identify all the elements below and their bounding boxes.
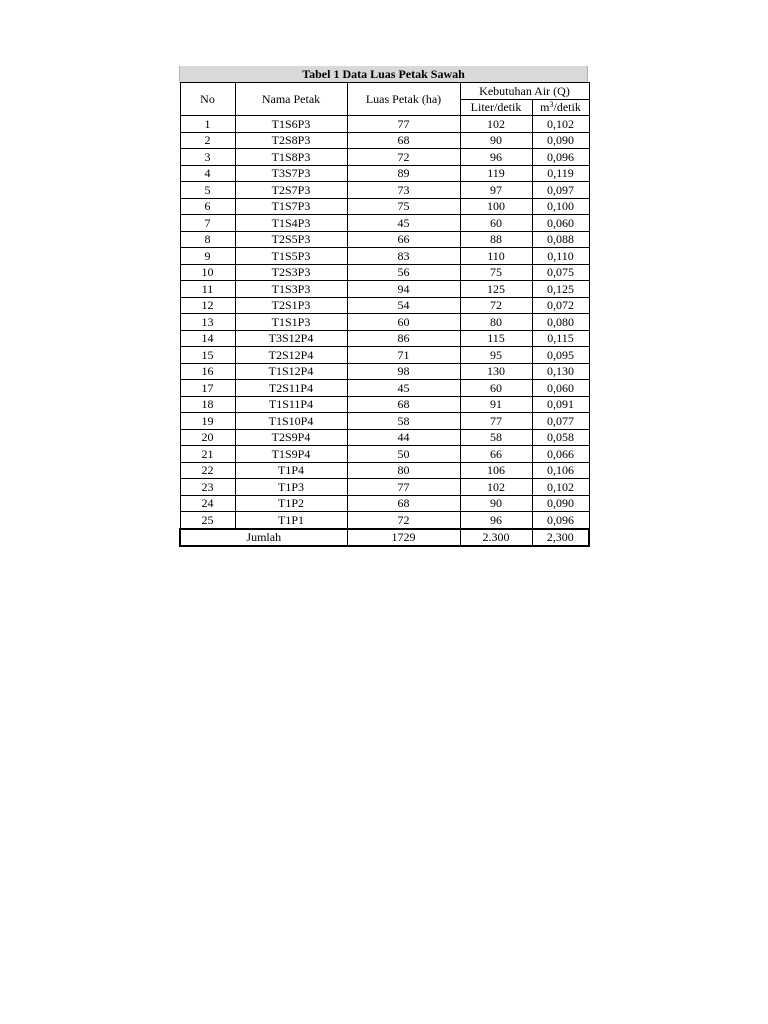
cell-luas-petak: 68: [347, 495, 460, 512]
cell-nama-petak: T1P1: [235, 512, 347, 529]
cell-no: 18: [180, 396, 235, 413]
cell-luas-petak: 54: [347, 297, 460, 314]
header-liter-detik: Liter/detik: [460, 99, 532, 116]
cell-m3-detik: 0,095: [532, 347, 589, 364]
cell-nama-petak: T2S5P3: [235, 231, 347, 248]
cell-luas-petak: 45: [347, 380, 460, 397]
cell-no: 19: [180, 413, 235, 430]
table-row: [180, 396, 589, 413]
cell-nama-petak: T1P4: [235, 462, 347, 479]
cell-luas-petak: 56: [347, 264, 460, 281]
cell-luas-petak: 50: [347, 446, 460, 463]
cell-luas-petak: 94: [347, 281, 460, 298]
cell-liter-detik: 58: [460, 429, 532, 446]
cell-liter-detik: 90: [460, 132, 532, 149]
cell-no: 11: [180, 281, 235, 298]
cell-nama-petak: T1P3: [235, 479, 347, 496]
cell-m3-detik: 0,096: [532, 512, 589, 529]
cell-m3-detik: 0,096: [532, 149, 589, 166]
cell-liter-detik: 115: [460, 330, 532, 347]
cell-liter-detik: 96: [460, 512, 532, 529]
cell-m3-detik: 0,100: [532, 198, 589, 215]
cell-nama-petak: T1S9P4: [235, 446, 347, 463]
cell-m3-detik: 0,058: [532, 429, 589, 446]
table-row: [180, 215, 589, 232]
cell-m3-detik: 0,102: [532, 116, 589, 133]
table-row: [180, 165, 589, 182]
table-title: Tabel 1 Data Luas Petak Sawah: [179, 66, 588, 82]
cell-liter-detik: 96: [460, 149, 532, 166]
table-row: [180, 479, 589, 496]
cell-nama-petak: T2S1P3: [235, 297, 347, 314]
table-row: [180, 512, 589, 529]
table-row: [180, 248, 589, 265]
table-row: [180, 413, 589, 430]
cell-liter-detik: 60: [460, 380, 532, 397]
cell-luas-petak: 77: [347, 116, 460, 133]
cell-no: 24: [180, 495, 235, 512]
total-label: Jumlah: [180, 529, 347, 547]
cell-m3-detik: 0,106: [532, 462, 589, 479]
table-row: [180, 347, 589, 364]
table-row: [180, 149, 589, 166]
cell-liter-detik: 75: [460, 264, 532, 281]
cell-nama-petak: T1S10P4: [235, 413, 347, 430]
cell-m3-detik: 0,125: [532, 281, 589, 298]
cell-nama-petak: T1S7P3: [235, 198, 347, 215]
cell-liter-detik: 106: [460, 462, 532, 479]
header-luas-petak: Luas Petak (ha): [347, 83, 460, 116]
cell-liter-detik: 90: [460, 495, 532, 512]
water-demand-table-container: [179, 66, 588, 547]
cell-nama-petak: T1S3P3: [235, 281, 347, 298]
header-kebutuhan-air: Kebutuhan Air (Q): [460, 83, 589, 100]
cell-m3-detik: 0,097: [532, 182, 589, 199]
cell-luas-petak: 77: [347, 479, 460, 496]
cell-m3-detik: 0,102: [532, 479, 589, 496]
table-body: [180, 116, 589, 529]
cell-liter-detik: 72: [460, 297, 532, 314]
cell-no: 14: [180, 330, 235, 347]
table-row: [180, 116, 589, 133]
cell-luas-petak: 68: [347, 396, 460, 413]
cell-luas-petak: 75: [347, 198, 460, 215]
cell-nama-petak: T3S7P3: [235, 165, 347, 182]
cell-liter-detik: 66: [460, 446, 532, 463]
header-m3-suffix: /detik: [553, 100, 581, 115]
cell-m3-detik: 0,110: [532, 248, 589, 265]
table-row: [180, 198, 589, 215]
table-row: [180, 132, 589, 149]
cell-nama-petak: T3S12P4: [235, 330, 347, 347]
table-row: [180, 429, 589, 446]
cell-luas-petak: 45: [347, 215, 460, 232]
cell-liter-detik: 97: [460, 182, 532, 199]
cell-no: 4: [180, 165, 235, 182]
table-row: [180, 380, 589, 397]
cell-m3-detik: 0,090: [532, 132, 589, 149]
cell-luas-petak: 98: [347, 363, 460, 380]
cell-m3-detik: 0,060: [532, 380, 589, 397]
cell-m3-detik: 0,072: [532, 297, 589, 314]
cell-luas-petak: 86: [347, 330, 460, 347]
cell-no: 20: [180, 429, 235, 446]
cell-liter-detik: 130: [460, 363, 532, 380]
cell-no: 17: [180, 380, 235, 397]
header-m3-superscript: 3: [549, 100, 554, 110]
cell-m3-detik: 0,077: [532, 413, 589, 430]
table-row: [180, 281, 589, 298]
cell-no: 21: [180, 446, 235, 463]
cell-no: 22: [180, 462, 235, 479]
cell-nama-petak: T1S1P3: [235, 314, 347, 331]
cell-m3-detik: 0,088: [532, 231, 589, 248]
total-luas: 1729: [347, 529, 460, 547]
table-row: [180, 264, 589, 281]
table-row: [180, 182, 589, 199]
cell-nama-petak: T1S12P4: [235, 363, 347, 380]
table-row: [180, 231, 589, 248]
cell-no: 25: [180, 512, 235, 529]
total-row: [180, 529, 589, 547]
cell-luas-petak: 80: [347, 462, 460, 479]
cell-nama-petak: T2S7P3: [235, 182, 347, 199]
table-row: [180, 363, 589, 380]
cell-no: 3: [180, 149, 235, 166]
cell-no: 8: [180, 231, 235, 248]
table-row: [180, 297, 589, 314]
cell-nama-petak: T1P2: [235, 495, 347, 512]
cell-liter-detik: 95: [460, 347, 532, 364]
cell-nama-petak: T2S9P4: [235, 429, 347, 446]
cell-nama-petak: T1S8P3: [235, 149, 347, 166]
rice-field-area-table: [179, 82, 590, 547]
cell-nama-petak: T2S11P4: [235, 380, 347, 397]
cell-no: 16: [180, 363, 235, 380]
cell-nama-petak: T2S12P4: [235, 347, 347, 364]
cell-no: 2: [180, 132, 235, 149]
cell-no: 6: [180, 198, 235, 215]
cell-luas-petak: 58: [347, 413, 460, 430]
cell-nama-petak: T2S3P3: [235, 264, 347, 281]
table-row: [180, 495, 589, 512]
cell-luas-petak: 72: [347, 149, 460, 166]
cell-nama-petak: T1S6P3: [235, 116, 347, 133]
cell-liter-detik: 102: [460, 116, 532, 133]
header-no: No: [180, 83, 235, 116]
cell-luas-petak: 72: [347, 512, 460, 529]
table-row: [180, 462, 589, 479]
cell-m3-detik: 0,119: [532, 165, 589, 182]
cell-liter-detik: 119: [460, 165, 532, 182]
cell-liter-detik: 77: [460, 413, 532, 430]
cell-m3-detik: 0,091: [532, 396, 589, 413]
cell-m3-detik: 0,130: [532, 363, 589, 380]
cell-liter-detik: 100: [460, 198, 532, 215]
cell-no: 23: [180, 479, 235, 496]
header-m3-detik: [532, 99, 589, 116]
cell-no: 10: [180, 264, 235, 281]
cell-no: 12: [180, 297, 235, 314]
cell-no: 15: [180, 347, 235, 364]
cell-no: 1: [180, 116, 235, 133]
cell-luas-petak: 89: [347, 165, 460, 182]
cell-m3-detik: 0,090: [532, 495, 589, 512]
total-liter: 2.300: [460, 529, 532, 547]
cell-no: 13: [180, 314, 235, 331]
total-m3: 2,300: [532, 529, 589, 547]
cell-nama-petak: T1S5P3: [235, 248, 347, 265]
cell-m3-detik: 0,080: [532, 314, 589, 331]
cell-luas-petak: 60: [347, 314, 460, 331]
cell-luas-petak: 73: [347, 182, 460, 199]
cell-luas-petak: 44: [347, 429, 460, 446]
cell-liter-detik: 91: [460, 396, 532, 413]
cell-m3-detik: 0,066: [532, 446, 589, 463]
cell-luas-petak: 68: [347, 132, 460, 149]
cell-no: 5: [180, 182, 235, 199]
cell-nama-petak: T1S4P3: [235, 215, 347, 232]
cell-liter-detik: 102: [460, 479, 532, 496]
table-row: [180, 314, 589, 331]
header-nama-petak: Nama Petak: [235, 83, 347, 116]
cell-no: 7: [180, 215, 235, 232]
cell-m3-detik: 0,060: [532, 215, 589, 232]
cell-no: 9: [180, 248, 235, 265]
cell-m3-detik: 0,115: [532, 330, 589, 347]
cell-luas-petak: 66: [347, 231, 460, 248]
header-m3-prefix: m: [540, 100, 550, 115]
cell-luas-petak: 71: [347, 347, 460, 364]
cell-liter-detik: 110: [460, 248, 532, 265]
cell-nama-petak: T1S11P4: [235, 396, 347, 413]
cell-liter-detik: 80: [460, 314, 532, 331]
table-row: [180, 446, 589, 463]
table-row: [180, 330, 589, 347]
cell-nama-petak: T2S8P3: [235, 132, 347, 149]
cell-liter-detik: 125: [460, 281, 532, 298]
cell-liter-detik: 88: [460, 231, 532, 248]
cell-m3-detik: 0,075: [532, 264, 589, 281]
cell-liter-detik: 60: [460, 215, 532, 232]
cell-luas-petak: 83: [347, 248, 460, 265]
